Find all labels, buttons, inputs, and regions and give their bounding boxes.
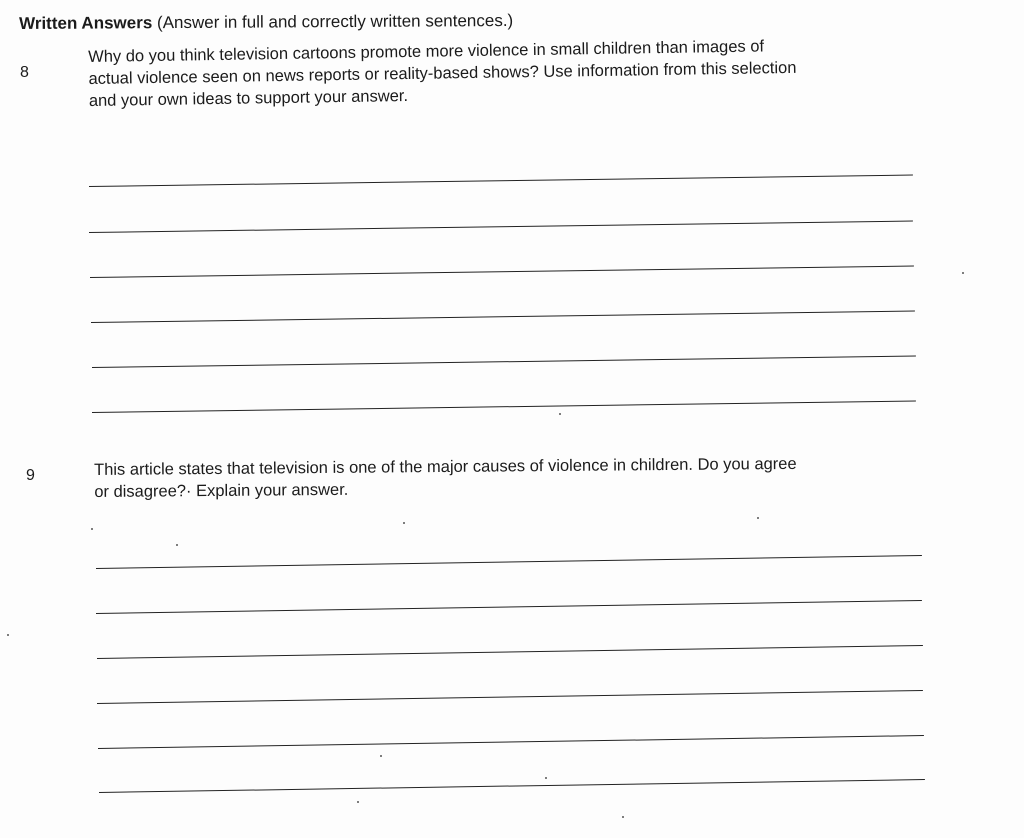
answer-line[interactable] <box>97 645 923 659</box>
answer-line[interactable] <box>89 174 913 187</box>
answer-line[interactable] <box>92 400 916 413</box>
answer-line[interactable] <box>89 220 913 233</box>
section-title: Written Answers <box>19 13 153 33</box>
answer-line[interactable] <box>98 735 924 749</box>
question-number: 8 <box>20 64 29 81</box>
question-number: 9 <box>26 467 35 484</box>
scan-speck <box>545 777 547 779</box>
question-text <box>94 453 797 503</box>
scan-speck <box>91 528 93 530</box>
scan-speck <box>757 517 759 519</box>
scan-speck <box>380 755 382 757</box>
answer-line[interactable] <box>92 355 916 368</box>
question-text <box>88 35 797 112</box>
question-text-line: actual violence seen on news reports or reality-based shows? Use information from this selection <box>88 58 797 88</box>
answer-line[interactable] <box>91 310 915 323</box>
scan-speck <box>559 413 561 415</box>
answer-line[interactable] <box>99 779 925 793</box>
scan-speck <box>962 272 964 274</box>
answer-line[interactable] <box>96 600 922 614</box>
scan-speck <box>7 634 9 636</box>
question-text-line: and your own ideas to support your answer. <box>88 86 409 110</box>
scan-speck <box>176 544 178 546</box>
answer-line[interactable] <box>96 555 922 569</box>
question-text-line: Why do you think television cartoons promote more violence in small children than images of <box>88 37 765 66</box>
question-text-line: or disagree?· Explain your answer. <box>94 480 349 501</box>
section-header <box>19 11 513 34</box>
scan-speck <box>357 801 359 803</box>
question-text-line: This article states that television is one of the major causes of violence in children. Do you agree <box>94 454 797 479</box>
scan-speck <box>622 816 624 818</box>
answer-line[interactable] <box>97 690 923 704</box>
section-instruction: (Answer in full and correctly written sentences.) <box>156 10 514 33</box>
answer-line[interactable] <box>90 265 914 278</box>
scan-speck <box>403 522 405 524</box>
